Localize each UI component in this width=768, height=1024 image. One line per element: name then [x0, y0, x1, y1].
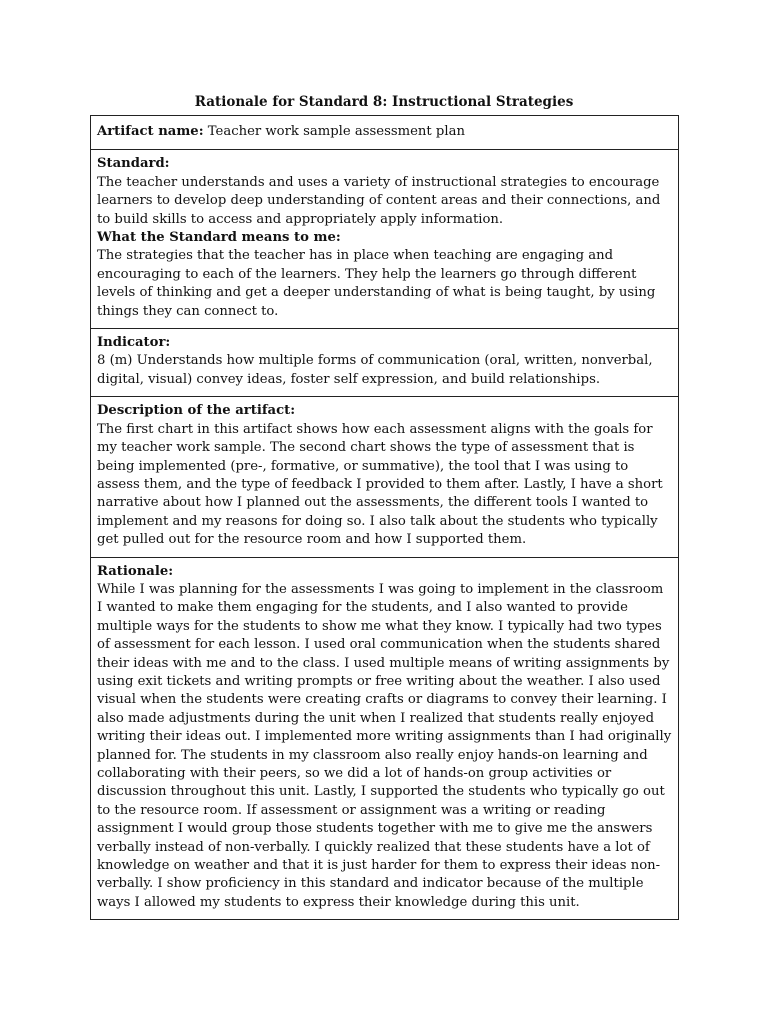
artifact-name-cell [91, 116, 678, 150]
standard-meaning-text: The strategies that the teacher has in place when teaching are engaging and encouraging to each of the learners. They help the learners go through different levels of thinking and get a deeper understanding of what is being taught, by using things they can connect to. [97, 248, 656, 319]
rationale-text: While I was planning for the assessments I was going to implement in the classroom I wanted to make them engaging for the students, and I also wanted to provide multiple ways for the students to show me what they know. I typically had two types of assessment for each lesson. I used oral communication when the students shared their ideas with me and to the class. I used multiple means of writing assignments by using exit tickets and writing prompts or free writing about the weather. I also used visual when the students were creating crafts or diagrams to convey their learning. I also made adjustments during the unit when I realized that students really enjoyed writing their ideas out. I implemented more writing assignments than I had originally planned for. The students in my classroom also really enjoy hands-on learning and collaborating with their peers, so we did a lot of hands-on group activities or discussion throughout this unit. Lastly, I supported the students who typically go out to the resource room. If assessment or assignment was a writing or reading assignment I would group those students together with me to give me the answers verbally instead of non-verbally. I quickly realized that these students have a lot of knowledge on weather and that it is just harder for them to express their ideas non-verbally. I show proficiency in this standard and indicator because of the multiple ways I allowed my students to express their knowledge during this unit. [97, 581, 672, 910]
artifact-name-label: Artifact name: [97, 124, 204, 139]
standard-meaning-label: What the Standard means to me: [97, 230, 341, 246]
standard-cell [91, 150, 678, 329]
indicator-cell [91, 329, 678, 397]
rationale-cell [91, 558, 678, 920]
rationale-label: Rationale: [97, 563, 174, 579]
description-label: Description of the artifact: [97, 403, 296, 419]
standard-text: The teacher understands and uses a variety of instructional strategies to encourage learners to develop deep understanding of content areas and their connections, and to build skills to access and appropriately apply information. [97, 174, 661, 227]
description-text: The first chart in this artifact shows how each assessment aligns with the goals for my teacher work sample. The second chart shows the type of assessment that is being implemented (pre-, formative, or summative), the tool that I was using to assess them, and the type of feedback I provided to them after. Lastly, I have a short narrative about how I planned out the assessments, the different tools I wanted to implement and my reasons for doing so. I also talk about the students who typically get pulled out for the resource room and how I supported them. [97, 421, 663, 548]
rationale-table [90, 115, 679, 920]
standard-label: Standard: [97, 156, 170, 172]
indicator-label: Indicator: [97, 335, 171, 351]
artifact-name-value: Teacher work sample assessment plan [207, 124, 465, 139]
description-cell [91, 397, 678, 557]
indicator-text: 8 (m) Understands how multiple forms of communication (oral, written, nonverbal, digital, visual) convey ideas, foster self expression, and build relationships. [97, 353, 653, 387]
document-title: Rationale for Standard 8: Instructional Strategies [194, 94, 574, 110]
